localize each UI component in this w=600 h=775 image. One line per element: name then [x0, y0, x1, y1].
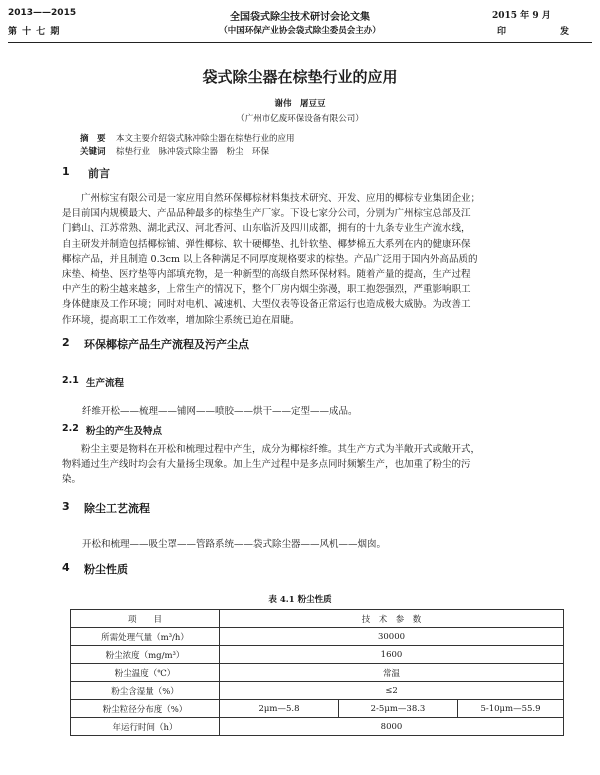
- abstract-label: 摘 要: [80, 134, 106, 144]
- header-date: 2015 年 9 月: [492, 11, 551, 21]
- row-label: 粉尘含湿量（%）: [71, 682, 220, 700]
- header-rule: [8, 42, 592, 43]
- s1-line: 广州棕宝有限公司是一家应用自然环保椰棕材料集技术研究、开发、应用的椰棕专业集团企业；: [81, 193, 481, 204]
- section-1-body: [62, 191, 554, 328]
- keywords-text: 棕垫行业 脉冲袋式除尘器 粉尘 环保: [116, 147, 270, 157]
- s22-line: 染。: [62, 474, 82, 486]
- section-1-number: 1: [62, 165, 70, 178]
- s1-line: 自主研发并制造包括椰棕铺、弹性椰棕、软十硬椰垫、扎针软垫、椰梦棉五大系列在内的健康环保: [62, 238, 471, 250]
- table-caption: 表 4.1 粉尘性质: [268, 595, 332, 605]
- header-organizer: （中国环保产业协会袋式除尘委员会主办）: [219, 26, 381, 36]
- row-value: ≤2: [220, 682, 564, 700]
- row-label: 粉尘浓度（mg/m³）: [71, 646, 220, 664]
- s1-line: 作环境，提高职工工作效率，增加除尘系统已迫在眉睫。: [62, 314, 300, 326]
- section-2-title: 环保椰棕产品生产流程及污产尘点: [84, 338, 249, 351]
- s1-line: 中产生的粉尘越来越多，上常生产的情况下，整个厂房内烟尘弥漫，职工抱怨强烈，严重影响职工: [62, 284, 471, 296]
- section-4-title: 粉尘性质: [84, 563, 128, 576]
- s1-line: 床垫、椅垫、医疗垫等内部填充物，是一种新型的高级自然环保材料。随着产量的提高，生产过程: [62, 269, 471, 281]
- table-row: [71, 682, 564, 700]
- table-row: [71, 628, 564, 646]
- header-print-left: 印: [497, 27, 507, 37]
- s1-line: 身体健康及工作环境；同时对电机、减速机、大型仪表等设备正常运行也造成极大威胁。为改善工: [62, 299, 471, 311]
- section-3-text: 开松和梳理——吸尘罩——管路系统——袋式除尘器——风机——烟囱。: [82, 539, 387, 550]
- row-label: 年运行时间（h）: [71, 718, 220, 736]
- section-1-title: 前言: [88, 167, 110, 180]
- table-row: [71, 646, 564, 664]
- keywords-label: 关键词: [80, 147, 106, 157]
- abstract-text: 本文主要介绍袋式脉冲除尘器在棕垫行业的应用: [116, 134, 295, 144]
- row-label: 所需处理气量（m³/h）: [71, 628, 220, 646]
- section-2-2-number: 2.2: [62, 423, 79, 434]
- row-value: 常温: [220, 664, 564, 682]
- section-2-2-body: [62, 442, 554, 488]
- section-3-number: 3: [62, 500, 70, 513]
- section-2-1-number: 2.1: [62, 375, 79, 386]
- header-journal: 全国袋式除尘技术研讨会论文集: [230, 12, 370, 23]
- table-row-psd: [71, 700, 564, 718]
- row-label: 粉尘温度（℃）: [71, 664, 220, 682]
- psd-cell: 2μm—5.8: [220, 700, 339, 718]
- s1-line: 是目前国内规模最大、产品品种最多的棕垫生产厂家。下设七家分公司，分别为广州棕宝总部及江: [62, 208, 471, 220]
- section-2-1-title: 生产流程: [86, 378, 125, 389]
- section-2-number: 2: [62, 336, 70, 349]
- article-affiliation: （广州市亿废环保设备有限公司）: [236, 114, 364, 124]
- table-row: [71, 664, 564, 682]
- section-3-title: 除尘工艺流程: [84, 502, 150, 515]
- article-title: 袋式除尘器在棕垫行业的应用: [202, 68, 398, 86]
- psd-cell: 2-5μm—38.3: [339, 700, 458, 718]
- s1-line: 椰棕产品，并且制造 0.3cm 以上各种满足不同厚度规格要求的棕垫。产品广泛用于国内外高品质的: [62, 253, 478, 265]
- table-row: [71, 718, 564, 736]
- row-value: 8000: [220, 718, 564, 736]
- header-years: 2013——2015: [8, 8, 77, 18]
- table-header-row: [71, 610, 564, 628]
- row-value: 30000: [220, 628, 564, 646]
- dust-properties-table: [70, 609, 564, 736]
- article-authors: 谢伟 屠豆豆: [274, 99, 326, 109]
- s1-line: 门鹤山、江苏常熟、湖北武汉、河北香河、山东临沂及四川成都，拥有的十九条专业生产流水线，: [62, 223, 471, 235]
- table-head-item: 项 目: [71, 610, 220, 628]
- s22-line: 粉尘主要是物料在开松和梳理过程中产生，成分为椰棕纤维。其生产方式为半敞开式或敞开式，: [81, 444, 481, 455]
- section-2-2-title: 粉尘的产生及特点: [86, 426, 163, 437]
- table-head-param: 技 术 参 数: [220, 610, 564, 628]
- section-4-number: 4: [62, 561, 70, 574]
- s22-line: 物料通过生产线时均会有大量扬尘现象。加上生产过程中是多点同时频繁生产，也加重了粉尘的污: [62, 459, 471, 471]
- row-value: 1600: [220, 646, 564, 664]
- section-2-1-text: 纤维开松——梳理——铺网——喷胶——烘干——定型——成品。: [82, 406, 358, 417]
- header-print-right: 发: [560, 27, 570, 37]
- psd-cell: 5-10μm—55.9: [458, 700, 564, 718]
- psd-label: 粉尘粒径分布度（%）: [71, 700, 220, 718]
- header-issue: 第 十 七 期: [8, 27, 61, 37]
